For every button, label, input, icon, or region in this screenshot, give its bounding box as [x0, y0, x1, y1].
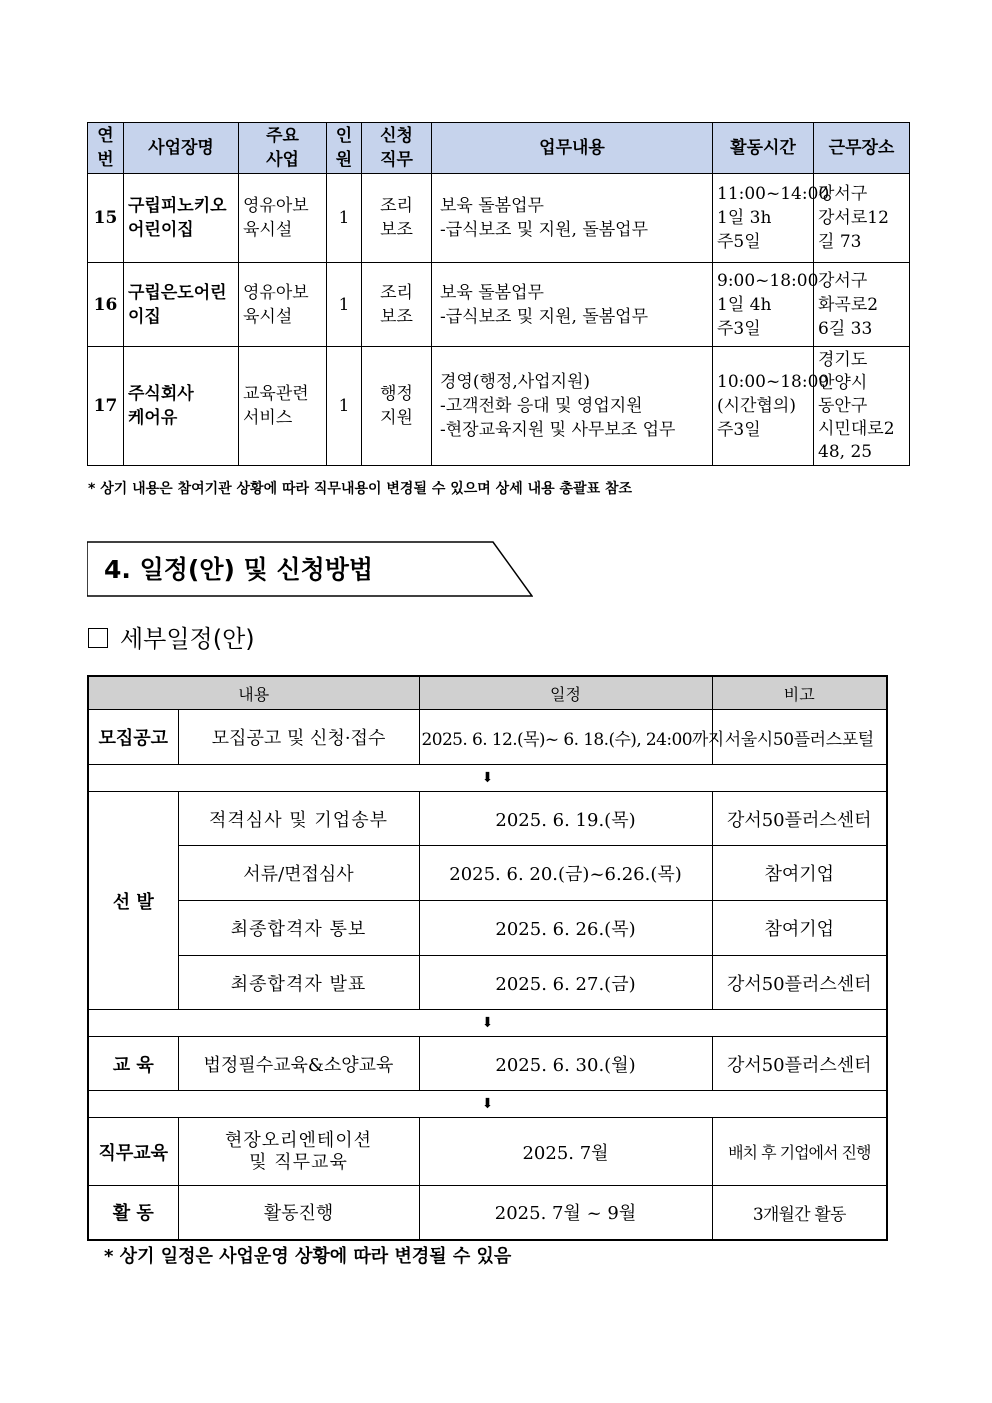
arrow-row: [88, 1091, 887, 1118]
row-remark: 참여기업: [712, 901, 887, 956]
table-row: [88, 956, 887, 1010]
section-title: 4. 일정(안) 및 신청방법: [104, 555, 374, 584]
category-job-training: 직무교육: [88, 1118, 178, 1186]
row-content: 최종합격자 발표: [178, 956, 419, 1010]
schedule-header-row: [88, 676, 887, 710]
table-row: [88, 710, 887, 765]
row-place: 강서구 화곡로2 6길 33: [814, 263, 910, 347]
row-business: 영유아보 육시설: [239, 174, 327, 263]
table-row: [88, 846, 887, 901]
row-company: 주식회사 케어유: [124, 347, 239, 466]
row-duty: 보육 돌봄업무 -급식보조 및 지원, 돌봄업무: [432, 174, 713, 263]
row-time: 11:00~14:00 1일 3h 주5일: [713, 174, 814, 263]
row-company: 구립은도어린 이집: [124, 263, 239, 347]
down-arrow-icon: ⬇: [88, 1091, 887, 1118]
row-schedule: 2025. 6. 20.(금)~6.26.(목): [419, 846, 712, 901]
table-row: [88, 792, 887, 846]
row-remark: 참여기업: [712, 846, 887, 901]
table-header-row: [88, 123, 910, 174]
header-content: 내용: [88, 676, 419, 710]
row-job: 조리 보조: [362, 174, 432, 263]
row-schedule: 2025. 6. 30.(월): [419, 1037, 712, 1091]
row-remark: 배치 후 기업에서 진행: [712, 1118, 887, 1186]
row-business: 영유아보 육시설: [239, 263, 327, 347]
row-remark: 강서50플러스센터: [712, 956, 887, 1010]
row-job: 행정 지원: [362, 347, 432, 466]
header-schedule: 일정: [419, 676, 712, 710]
row-content: 현장오리엔테이션 및 직무교육: [178, 1118, 419, 1186]
row-content: 서류/면접심사: [178, 846, 419, 901]
header-duty: 업무내용: [432, 123, 713, 174]
header-remark: 비고: [712, 676, 887, 710]
row-content: 활동진행: [178, 1186, 419, 1240]
row-remark: 서울시50플러스포털: [712, 710, 887, 765]
category-education: 교 육: [88, 1037, 178, 1091]
row-time: 9:00~18:00 1일 4h 주3일: [713, 263, 814, 347]
arrow-row: [88, 1010, 887, 1037]
row-no: 15: [88, 174, 124, 263]
row-no: 16: [88, 263, 124, 347]
down-arrow-icon: ⬇: [88, 765, 887, 792]
table-row: [88, 1037, 887, 1091]
down-arrow-icon: ⬇: [88, 1010, 887, 1037]
row-business: 교육관련 서비스: [239, 347, 327, 466]
header-place: 근무장소: [814, 123, 910, 174]
row-content: 모집공고 및 신청·접수: [178, 710, 419, 765]
header-company: 사업장명: [124, 123, 239, 174]
row-schedule: 2025. 6. 19.(목): [419, 792, 712, 846]
category-activity: 활 동: [88, 1186, 178, 1240]
checkbox-square-icon: [88, 628, 108, 648]
row-count: 1: [327, 174, 362, 263]
table-row: [88, 1186, 887, 1240]
row-place: 강서구 강서로12 길 73: [814, 174, 910, 263]
row-content: 법정필수교육&소양교육: [178, 1037, 419, 1091]
row-schedule: 2025. 6. 27.(금): [419, 956, 712, 1010]
row-no: 17: [88, 347, 124, 466]
schedule-note: * 상기 일정은 사업운영 상황에 따라 변경될 수 있음: [104, 1246, 512, 1267]
header-no: 연 번: [88, 123, 124, 174]
row-remark: 강서50플러스센터: [712, 1037, 887, 1091]
header-business: 주요 사업: [239, 123, 327, 174]
header-count: 인 원: [327, 123, 362, 174]
row-place: 경기도 안양시 동안구 시민대로2 48, 25: [814, 347, 910, 466]
header-time: 활동시간: [713, 123, 814, 174]
table-row: [88, 901, 887, 956]
row-schedule: 2025. 7월: [419, 1118, 712, 1186]
table-row: [88, 347, 910, 466]
subsection-title: 세부일정(안): [88, 619, 255, 654]
row-schedule: 2025. 6. 12.(목)~ 6. 18.(수), 24:00까지: [419, 710, 712, 765]
table-row: [88, 174, 910, 263]
row-duty: 보육 돌봄업무 -급식보조 및 지원, 돌봄업무: [432, 263, 713, 347]
row-schedule: 2025. 7월 ~ 9월: [419, 1186, 712, 1240]
company-table: [87, 122, 910, 466]
row-company: 구립피노키오 어린이집: [124, 174, 239, 263]
row-content: 적격심사 및 기업송부: [178, 792, 419, 846]
row-count: 1: [327, 263, 362, 347]
table-row: [88, 263, 910, 347]
row-remark: 3개월간 활동: [712, 1186, 887, 1240]
table-row: [88, 1118, 887, 1186]
row-count: 1: [327, 347, 362, 466]
row-job: 조리 보조: [362, 263, 432, 347]
row-content: 최종합격자 통보: [178, 901, 419, 956]
header-job: 신청 직무: [362, 123, 432, 174]
arrow-row: [88, 765, 887, 792]
category-recruit: 모집공고: [88, 710, 178, 765]
schedule-table: [87, 675, 888, 1241]
category-selection: 선 발: [88, 792, 178, 1010]
row-duty: 경영(행정,사업지원) -고객전화 응대 및 영업지원 -현장교육지원 및 사무보조 업무: [432, 347, 713, 466]
table-note: * 상기 내용은 참여기관 상황에 따라 직무내용이 변경될 수 있으며 상세 내용 총괄표 참조: [88, 481, 633, 497]
row-time: 10:00~18:00 (시간협의) 주3일: [713, 347, 814, 466]
row-schedule: 2025. 6. 26.(목): [419, 901, 712, 956]
row-remark: 강서50플러스센터: [712, 792, 887, 846]
